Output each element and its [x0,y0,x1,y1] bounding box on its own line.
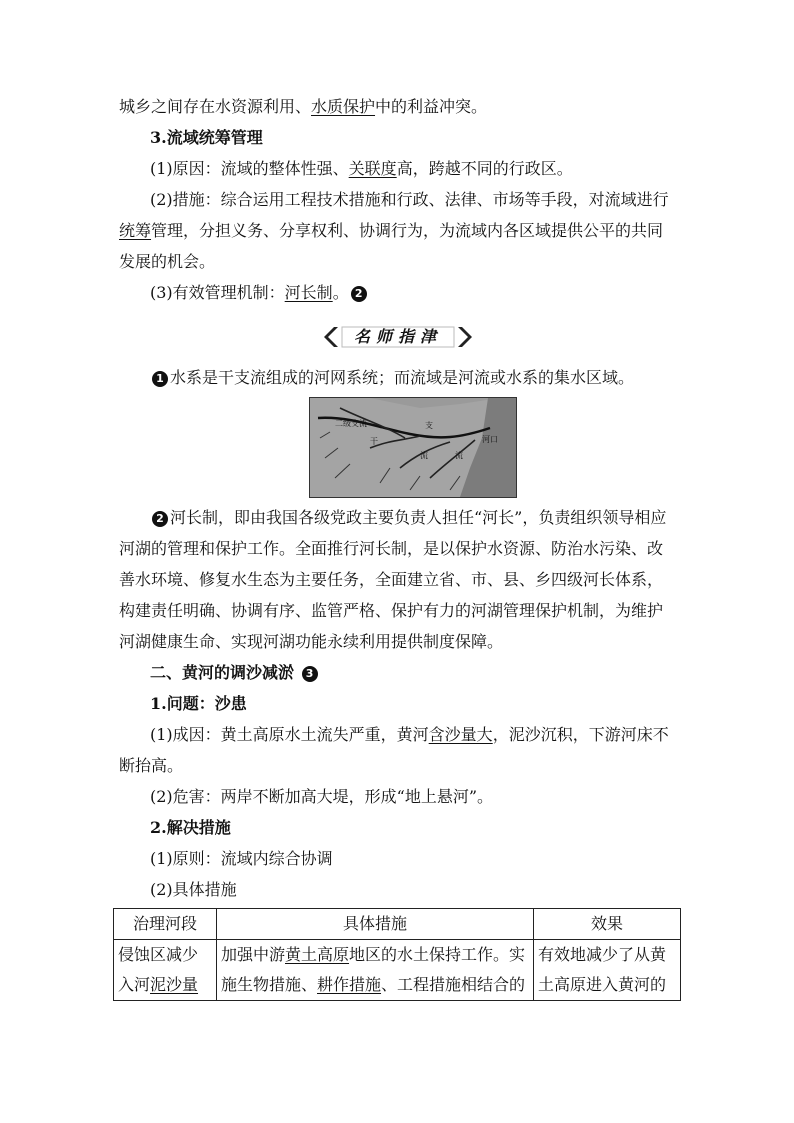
paragraph-line: (1)原因：流域的整体性强、关联度高，跨越不同的行政区。 [150,159,573,178]
chevron-right-icon [458,327,472,347]
paragraph-line: (2)具体措施 [150,880,237,899]
paragraph-line: (2)措施：综合运用工程技术措施和行政、法律、市场等手段，对流域进行 [150,190,669,209]
paragraph-line: 断抬高。 [119,756,184,775]
paragraph-line: 城乡之间存在水资源利用、水质保护中的利益冲突。 [119,97,488,116]
river-basin-map [309,397,517,498]
note-marker-2-ref: 2 [152,511,168,527]
chevron-left-icon [324,327,338,347]
map-label: 干 [370,437,378,446]
note-1: 1 水系是干支流组成的河网系统；而流域是河流或水系的集水区域。 [150,367,634,389]
paragraph-line: (2)危害：两岸不断加高大堤，形成“地上悬河”。 [150,787,494,806]
tip-banner [320,325,476,349]
table-cell: 有效地减少了从黄 土高原进入黄河的 [534,940,681,1001]
table-row [114,940,681,1001]
paragraph-line: 河湖健康生命、实现河湖功能永续利用提供制度保障。 [119,632,504,651]
map-label: 流 [455,451,463,460]
subheading: 2.解决措施 [150,818,231,837]
table-header: 治理河段 [114,909,217,940]
note-2: 2 河长制，即由我国各级党政主要负责人担任“河长”，负责组织领导相应 [150,507,666,529]
paragraph-line: 河湖的管理和保护工作。全面推行河长制，是以保护水资源、防治水污染、改 [119,539,664,558]
banner-title: 名师指津 [353,327,442,346]
river-basin-illustration [310,398,516,497]
measures-table [113,908,681,1001]
paragraph-line: 发展的机会。 [119,252,216,271]
paragraph-line: (1)原则：流域内综合协调 [150,849,333,868]
note-marker-3: 3 [302,666,318,682]
map-label: 河口 [482,435,498,444]
section-heading-2: 二、黄河的调沙减淤 3 [150,662,320,684]
paragraph-line: 善水环境、修复水生态为主要任务，全面建立省、市、县、乡四级河长体系， [119,570,664,589]
table-header: 具体措施 [217,909,534,940]
section-heading-3: 3.流域统筹管理 [150,128,263,147]
paragraph-line: (1)成因：黄土高原水土流失严重，黄河含沙量大，泥沙沉积，下游河床不 [150,725,669,744]
note-marker-1: 1 [152,371,168,387]
table-cell: 侵蚀区减少 入河泥沙量 [114,940,217,1001]
table-header: 效果 [534,909,681,940]
table-cell: 加强中游黄土高原地区的水土保持工作。实 施生物措施、耕作措施、工程措施相结合的 [217,940,534,1001]
paragraph-line: (3)有效管理机制：河长制。 2 [150,282,369,304]
map-label: 二级支流 [335,419,367,428]
table-header-row [114,909,681,940]
map-label: 支 [425,421,433,430]
paragraph-line: 统筹管理，分担义务、分享权利、协调行为，为流域内各区域提供公平的共同 [119,221,664,240]
subheading: 1.问题：沙患 [150,694,247,713]
note-marker-2: 2 [351,286,367,302]
paragraph-line: 构建责任明确、协调有序、监管严格、保护有力的河湖管理保护机制，为维护 [119,601,664,620]
map-label: 流 [420,451,428,460]
